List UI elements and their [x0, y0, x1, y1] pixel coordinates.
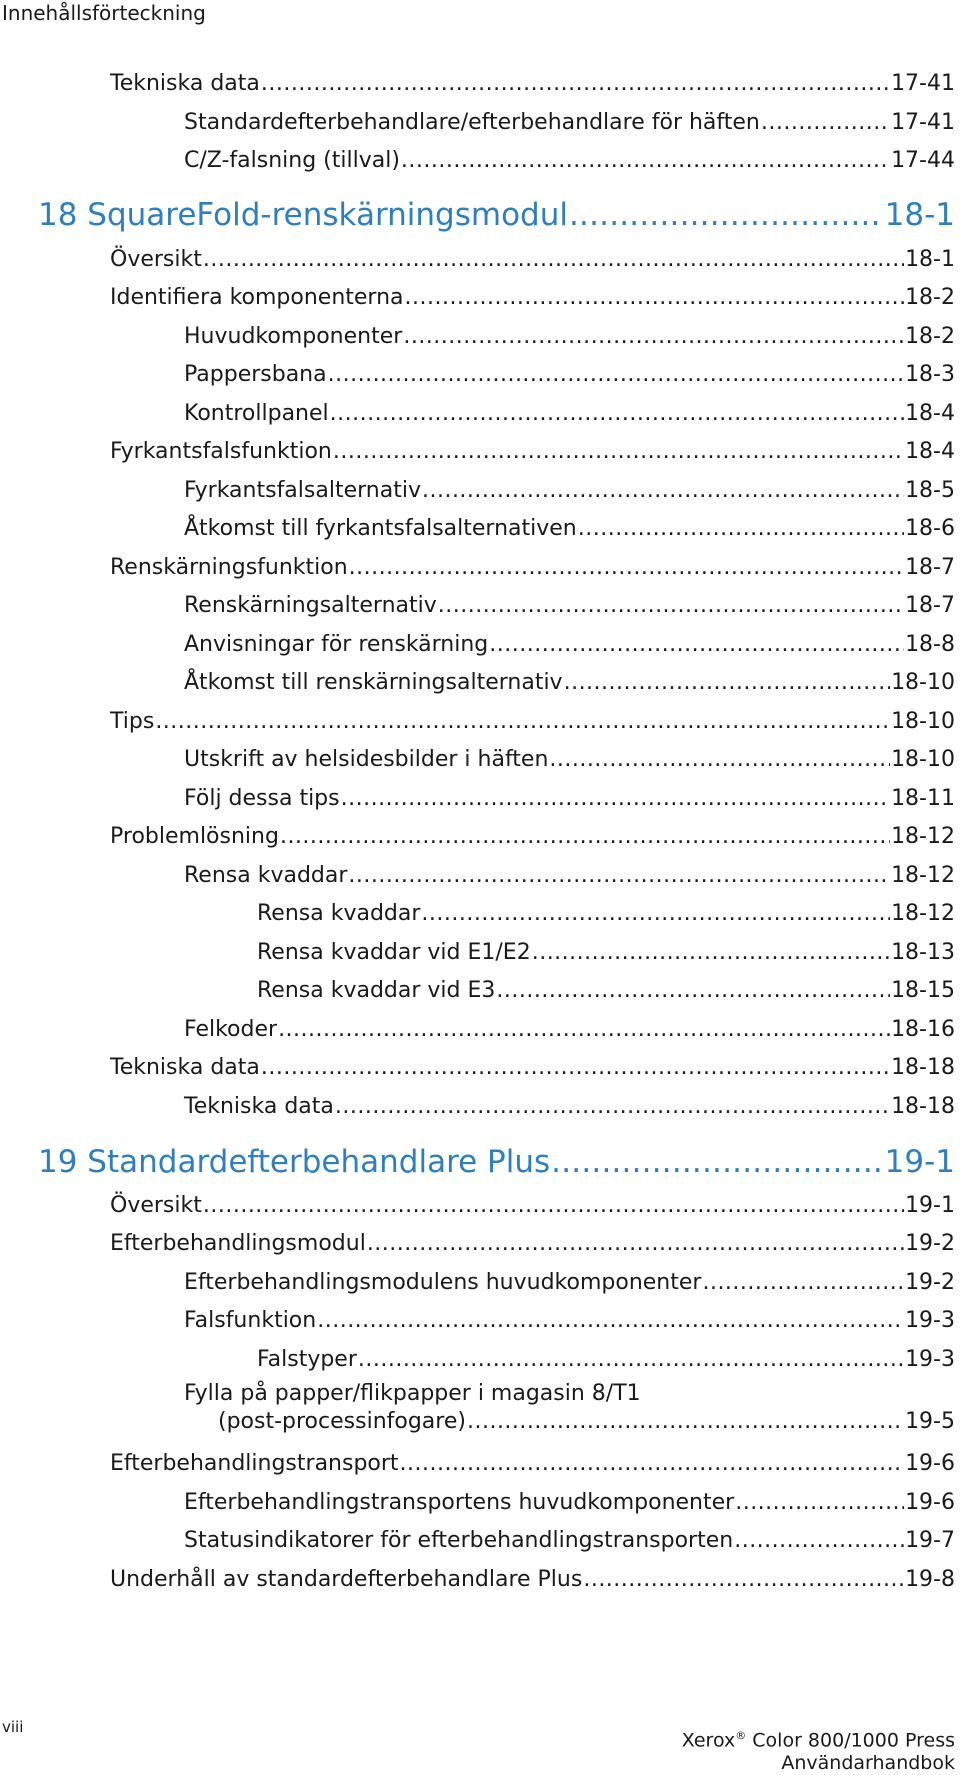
- footer-product-line: [682, 1724, 955, 1752]
- toc-leader: [467, 1408, 904, 1436]
- toc-entry-title: Tekniska data: [184, 1094, 334, 1119]
- toc-leader: [549, 746, 890, 774]
- brand-name: Xerox: [681, 1729, 736, 1752]
- toc-leader: [328, 361, 904, 389]
- toc-entry[interactable]: [184, 1093, 955, 1121]
- toc-leader: [438, 592, 904, 620]
- toc-leader: [421, 900, 890, 928]
- toc-leader: [702, 1269, 904, 1297]
- toc-entry-title: Översikt: [110, 1193, 202, 1218]
- toc-entry-title: Standardefterbehandlare/efterbehandlare för häften: [184, 110, 760, 135]
- toc-leader: [335, 1093, 890, 1121]
- toc-leader: [422, 477, 904, 505]
- toc-leader: [532, 939, 890, 967]
- toc-leader: [489, 631, 904, 659]
- toc-entry-title: Falstyper: [257, 1347, 357, 1372]
- toc-entry[interactable]: [257, 1346, 955, 1374]
- toc-entry[interactable]: [110, 1054, 955, 1082]
- toc-entry-title: Statusindikatorer för efterbehandlingstransporten: [184, 1528, 734, 1553]
- toc-entry[interactable]: [110, 1192, 955, 1220]
- toc-entry-page: 18-6: [905, 516, 955, 541]
- toc-entry[interactable]: [184, 746, 955, 774]
- toc-chapter-entry[interactable]: [38, 196, 955, 234]
- toc-entry[interactable]: [110, 708, 955, 736]
- toc-entry[interactable]: [257, 900, 955, 928]
- toc-entry-title: Efterbehandlingsmodul: [110, 1231, 366, 1256]
- toc-entry-title: Efterbehandlingsmodulens huvudkomponenter: [184, 1270, 702, 1295]
- toc-entry-title: Rensa kvaddar vid E1/E2: [257, 940, 531, 965]
- toc-entry-page: 18-4: [905, 439, 955, 464]
- toc-leader: [403, 323, 904, 351]
- toc-entry-page: 19-7: [905, 1528, 955, 1553]
- toc-leader: [578, 515, 904, 543]
- toc-entry[interactable]: [110, 1566, 955, 1594]
- toc-entry-page: 18-7: [905, 555, 955, 580]
- toc-entry-page: 18-10: [891, 747, 955, 772]
- toc-entry[interactable]: [184, 592, 955, 620]
- toc-leader: [358, 1346, 904, 1374]
- toc-entry[interactable]: [218, 1408, 955, 1436]
- toc-entry-title: Huvudkomponenter: [184, 324, 403, 349]
- toc-entry-title: Felkoder: [184, 1017, 278, 1042]
- toc-entry[interactable]: [184, 361, 955, 389]
- toc-leader: [278, 1016, 890, 1044]
- footer-product-info: [682, 1724, 955, 1775]
- toc-entry-title-line1[interactable]: Fylla på papper/flikpapper i magasin 8/T1: [184, 1381, 641, 1406]
- running-head: Innehållsförteckning: [2, 1, 206, 25]
- toc-entry-title: C/Z-falsning (tillval): [184, 148, 400, 173]
- toc-entry-title: Tips: [110, 709, 155, 734]
- toc-entry-page: 18-13: [891, 940, 955, 965]
- toc-chapter-page: 19-1: [884, 1144, 955, 1180]
- toc-entry[interactable]: [184, 515, 955, 543]
- toc-entry-page: 19-8: [905, 1567, 955, 1592]
- toc-entry-page: 19-2: [905, 1231, 955, 1256]
- toc-entry-page: 18-8: [905, 632, 955, 657]
- toc-entry-title: Åtkomst till fyrkantsfalsalternativen: [184, 516, 577, 541]
- toc-entry[interactable]: [184, 669, 955, 697]
- toc-entry[interactable]: [110, 70, 955, 98]
- toc-leader: [155, 708, 890, 736]
- toc-entry[interactable]: [257, 977, 955, 1005]
- toc-entry-title: Kontrollpanel: [184, 401, 329, 426]
- registered-mark: ®: [735, 1729, 747, 1742]
- toc-entry-title: Fyrkantsfalsalternativ: [184, 478, 421, 503]
- toc-entry-page: 18-10: [891, 670, 955, 695]
- toc-entry-page: 18-15: [891, 978, 955, 1003]
- toc-entry-page: 18-4: [905, 401, 955, 426]
- toc-leader: [349, 554, 904, 582]
- toc-leader: [203, 246, 904, 274]
- toc-entry-page: 18-11: [891, 786, 955, 811]
- toc-leader: [280, 823, 890, 851]
- toc-entry[interactable]: [184, 631, 955, 659]
- toc-chapter-entry[interactable]: [38, 1143, 955, 1181]
- toc-entry[interactable]: [184, 147, 955, 175]
- page-number: viii: [2, 1718, 24, 1736]
- toc-entry-page: 17-44: [891, 148, 955, 173]
- toc-entry-page: 19-5: [905, 1409, 955, 1434]
- toc-entry-page: 19-2: [905, 1270, 955, 1295]
- toc-entry[interactable]: [110, 1230, 955, 1258]
- toc-entry[interactable]: [184, 1016, 955, 1044]
- toc-leader: [564, 669, 890, 697]
- toc-entry-title: Renskärningsfunktion: [110, 555, 348, 580]
- toc-entry-title: Översikt: [110, 247, 202, 272]
- toc-entry[interactable]: [184, 477, 955, 505]
- toc-entry-title: Pappersbana: [184, 362, 327, 387]
- toc-leader: [583, 1566, 904, 1594]
- toc-entry-title: Falsfunktion: [184, 1308, 317, 1333]
- toc-entry-title: Rensa kvaddar: [184, 863, 348, 888]
- toc-leader: [761, 109, 890, 137]
- toc-entry[interactable]: [257, 939, 955, 967]
- toc-chapter-title: 19 Standardefterbehandlare Plus: [38, 1144, 551, 1180]
- toc-entry[interactable]: [110, 284, 955, 312]
- toc-entry-page: 17-41: [891, 110, 955, 135]
- toc-leader: [203, 1192, 904, 1220]
- toc-entry-page: 18-3: [905, 362, 955, 387]
- product-name: Color 800/1000 Press: [752, 1729, 955, 1752]
- toc-chapter-title: 18 SquareFold-renskärningsmodul: [38, 197, 568, 233]
- toc-entry-page: 19-1: [905, 1193, 955, 1218]
- toc-entry-page: 18-18: [891, 1055, 955, 1080]
- toc-entry-page: 18-2: [905, 324, 955, 349]
- toc-leader: [367, 1230, 904, 1258]
- toc-entry-title: Underhåll av standardefterbehandlare Plus: [110, 1567, 583, 1592]
- toc-leader: [348, 862, 890, 890]
- toc-entry[interactable]: [184, 1489, 955, 1517]
- toc-leader: [734, 1527, 904, 1555]
- toc-entry-title: Tekniska data: [110, 1055, 260, 1080]
- toc-entry[interactable]: [184, 323, 955, 351]
- toc-entry-page: 18-12: [891, 863, 955, 888]
- toc-entry-page: 18-12: [891, 901, 955, 926]
- toc-entry-title: Problemlösning: [110, 824, 279, 849]
- toc-entry-page: 18-7: [905, 593, 955, 618]
- document-type: Användarhandbok: [781, 1752, 955, 1775]
- toc-entry-page: 18-10: [891, 709, 955, 734]
- toc-entry[interactable]: [110, 823, 955, 851]
- toc-entry-page: 19-6: [905, 1490, 955, 1515]
- toc-entry[interactable]: [110, 1450, 955, 1478]
- toc-entry-title: Identifiera komponenterna: [110, 285, 404, 310]
- toc-entry[interactable]: [184, 862, 955, 890]
- toc-leader: [330, 400, 904, 428]
- toc-leader: [401, 147, 890, 175]
- toc-entry-page: 18-12: [891, 824, 955, 849]
- toc-leader: [261, 1054, 890, 1082]
- toc-entry-title: Fyrkantsfalsfunktion: [110, 439, 332, 464]
- toc-entry-title: Åtkomst till renskärningsalternativ: [184, 670, 563, 695]
- toc-entry-title: Renskärningsalternativ: [184, 593, 437, 618]
- toc-entry-page: 19-3: [905, 1347, 955, 1372]
- toc-entry[interactable]: [110, 438, 955, 466]
- toc-entry[interactable]: [184, 1307, 955, 1335]
- toc-entry-title-line2: (post-processinfogare): [218, 1409, 466, 1434]
- toc-entry-title: Utskrift av helsidesbilder i häften: [184, 747, 549, 772]
- toc-entry-page: 18-1: [905, 247, 955, 272]
- toc-entry-title: Tekniska data: [110, 71, 260, 96]
- toc-entry-title: Efterbehandlingstransportens huvudkomponenter: [184, 1490, 735, 1515]
- toc-chapter-page: 18-1: [884, 197, 955, 233]
- toc-entry-title: Följ dessa tips: [184, 786, 340, 811]
- toc-entry-page: 19-6: [905, 1451, 955, 1476]
- toc-leader: [317, 1307, 904, 1335]
- toc-leader: [400, 1450, 905, 1478]
- toc-leader: [261, 70, 890, 98]
- toc-entry-title: Efterbehandlingstransport: [110, 1451, 399, 1476]
- toc-entry[interactable]: [184, 1527, 955, 1555]
- toc-entry[interactable]: [110, 246, 955, 274]
- toc-leader: [569, 196, 884, 234]
- toc-leader: [333, 438, 904, 466]
- toc-entry[interactable]: [184, 1269, 955, 1297]
- toc-leader: [735, 1489, 904, 1517]
- toc-entry[interactable]: [184, 400, 955, 428]
- toc-entry-title: Rensa kvaddar: [257, 901, 421, 926]
- toc-entry[interactable]: [184, 109, 955, 137]
- toc-entry-page: 19-3: [905, 1308, 955, 1333]
- toc-leader: [496, 977, 890, 1005]
- toc-entry-title: Rensa kvaddar vid E3: [257, 978, 496, 1003]
- toc-leader: [405, 284, 905, 312]
- toc-entry-page: 18-2: [905, 285, 955, 310]
- toc-entry-page: 18-5: [905, 478, 955, 503]
- toc-entry-page: 18-16: [891, 1017, 955, 1042]
- toc-entry-page: 17-41: [891, 71, 955, 96]
- toc-entry[interactable]: [110, 554, 955, 582]
- toc-entry-page: 18-18: [891, 1094, 955, 1119]
- toc-leader: [551, 1143, 883, 1181]
- toc-leader: [341, 785, 890, 813]
- toc-entry-title: Anvisningar för renskärning: [184, 632, 489, 657]
- toc-entry[interactable]: [184, 785, 955, 813]
